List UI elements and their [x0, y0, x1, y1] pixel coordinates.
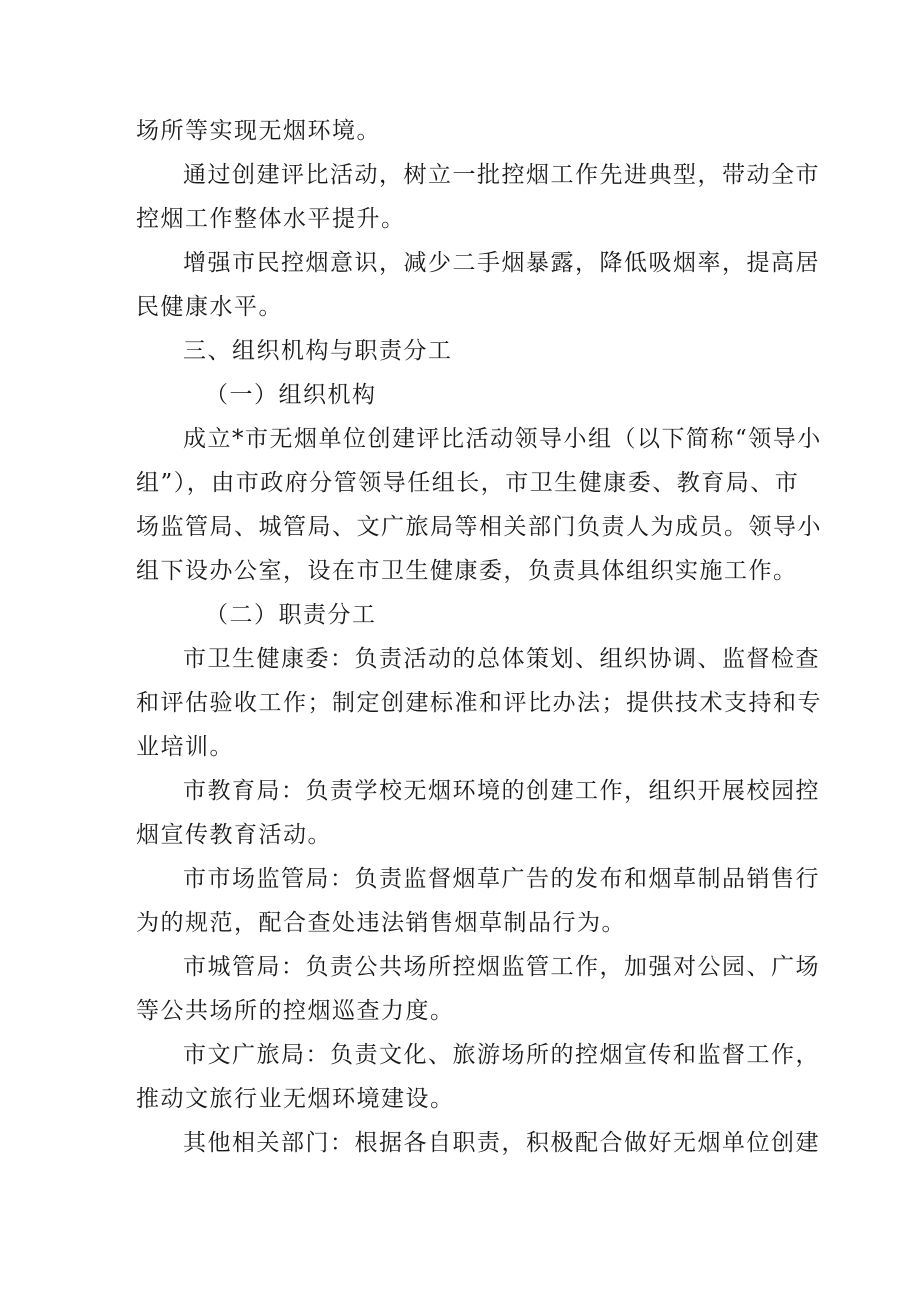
subsection-heading: （一）组织机构 [205, 382, 377, 408]
paragraph-line: 组”），由市政府分管领导任组长，市卫生健康委、教育局、市 [136, 470, 800, 496]
section-heading: 三、组织机构与职责分工 [183, 338, 453, 364]
paragraph-line: 增强市民控烟意识，减少二手烟暴露，降低吸烟率，提高居 [183, 250, 820, 276]
paragraph-line: 组下设办公室，设在市卫生健康委，负责具体组织实施工作。 [136, 558, 798, 584]
paragraph-line: 市城管局：负责公共场所控烟监管工作，加强对公园、广场 [183, 954, 820, 980]
subsection-heading: （二）职责分工 [205, 602, 377, 628]
paragraph-line: 市卫生健康委：负责活动的总体策划、组织协调、监督检查 [183, 646, 820, 672]
paragraph-line: 成立*市无烟单位创建评比活动领导小组（以下简称“领导小 [183, 426, 822, 452]
paragraph-line: 控烟工作整体水平提升。 [136, 206, 406, 232]
paragraph-line: 业培训。 [136, 734, 234, 760]
paragraph-line: 场监管局、城管局、文广旅局等相关部门负责人为成员。领导小 [136, 514, 822, 540]
paragraph-line: 场所等实现无烟环境。 [136, 118, 381, 144]
paragraph-line: 等公共场所的控烟巡查力度。 [136, 998, 455, 1024]
paragraph-line: 市教育局：负责学校无烟环境的创建工作，组织开展校园控 [183, 778, 820, 804]
paragraph-line: 推动文旅行业无烟环境建设。 [136, 1086, 455, 1112]
paragraph-line: 和评估验收工作；制定创建标准和评比办法；提供技术支持和专 [136, 690, 822, 716]
paragraph-line: 市市场监管局：负责监督烟草广告的发布和烟草制品销售行 [183, 866, 820, 892]
paragraph-line: 其他相关部门：根据各自职责，积极配合做好无烟单位创建 [183, 1130, 820, 1156]
paragraph-line: 市文广旅局：负责文化、旅游场所的控烟宣传和监督工作， [183, 1042, 820, 1068]
paragraph-line: 烟宣传教育活动。 [136, 822, 332, 848]
paragraph-line: 民健康水平。 [136, 294, 283, 320]
paragraph-line: 通过创建评比活动，树立一批控烟工作先进典型，带动全市 [183, 162, 820, 188]
paragraph-line: 为的规范，配合查处违法销售烟草制品行为。 [136, 910, 626, 936]
